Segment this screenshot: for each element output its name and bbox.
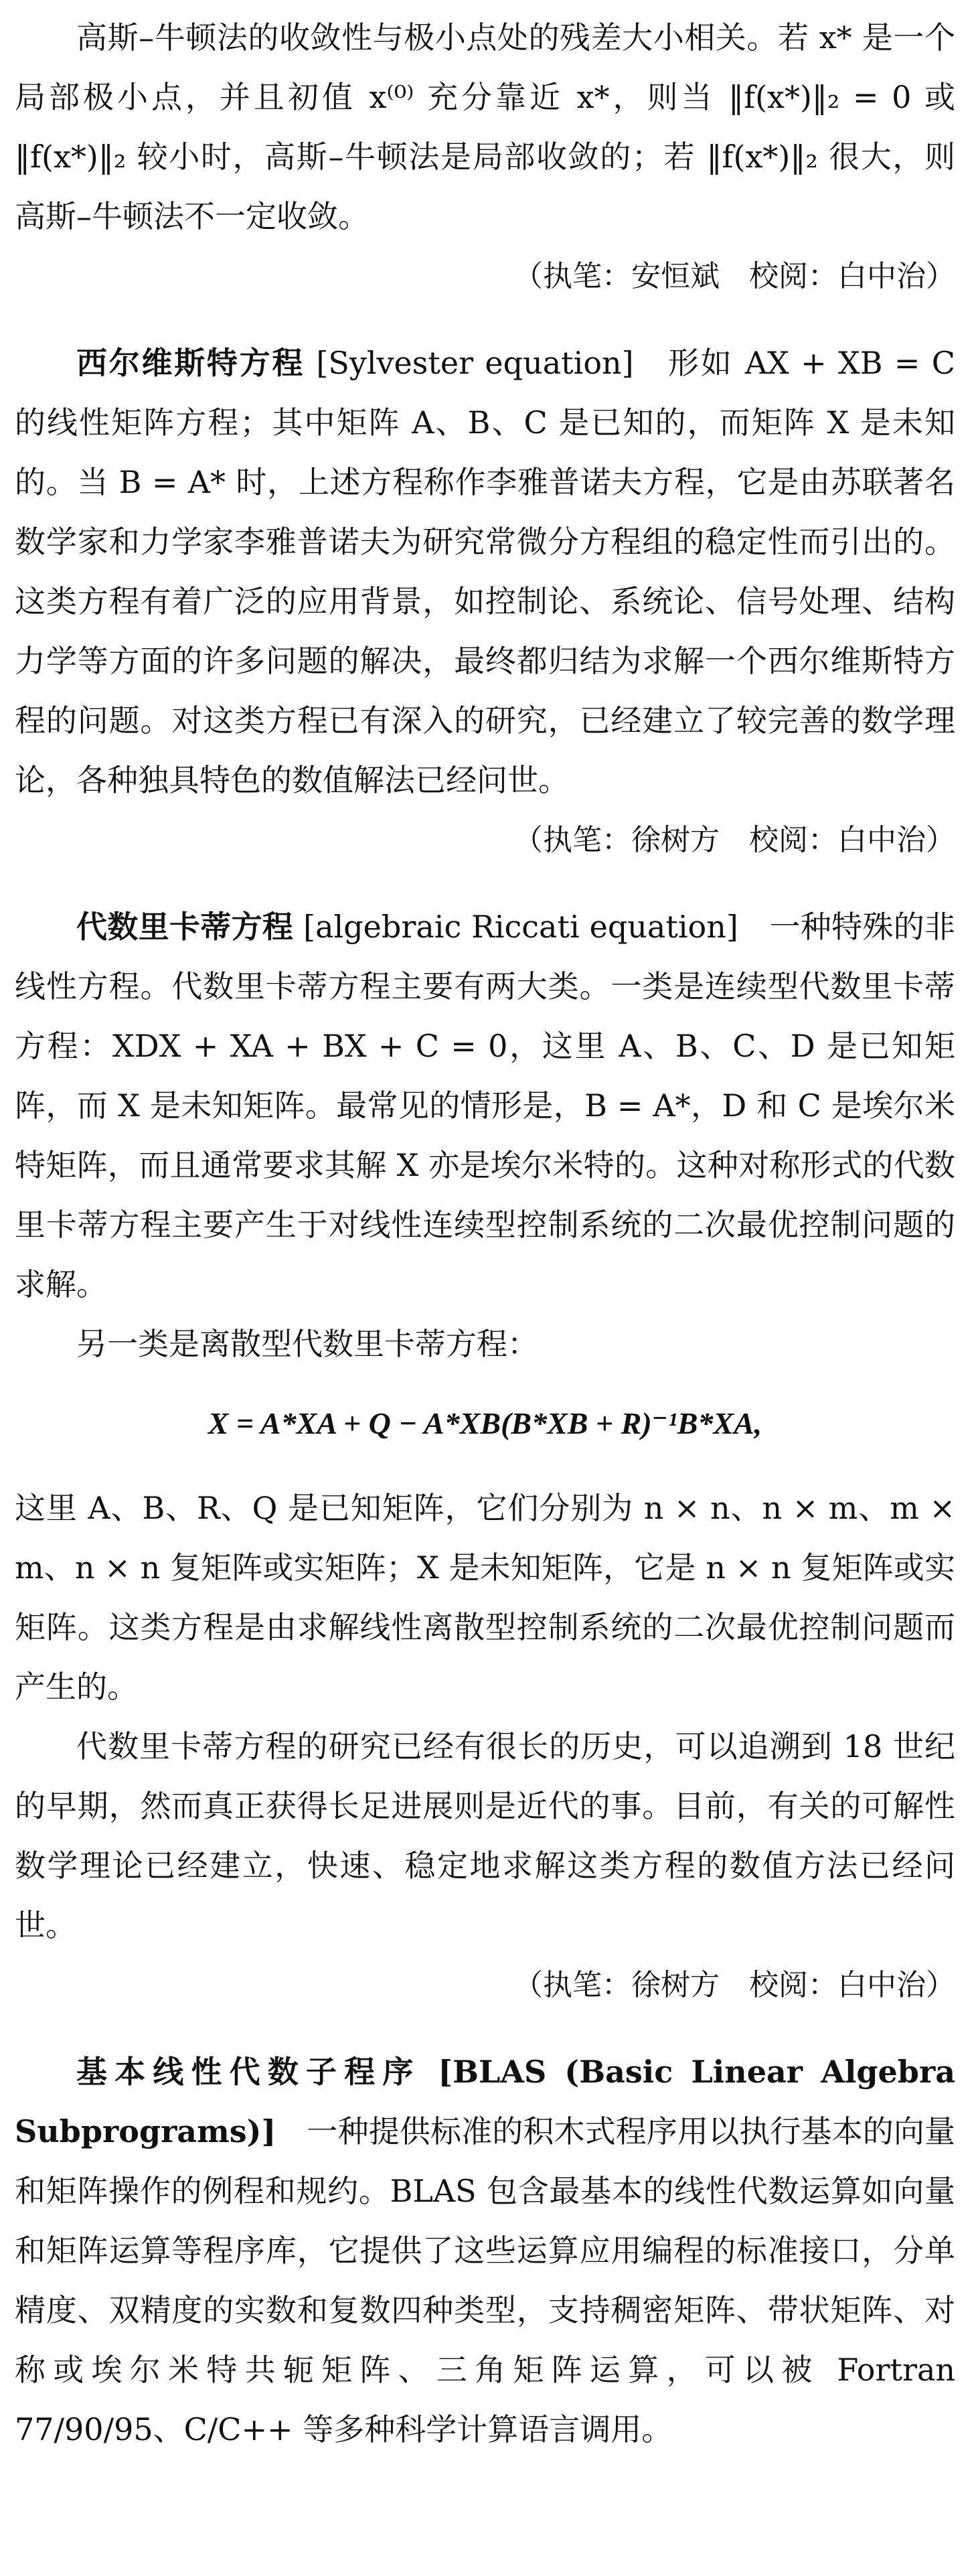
entry-sylvester: [15, 333, 955, 870]
entry-english-term: [BLAS (Basic Linear Algebra Subprograms)]: [15, 2054, 956, 2149]
entry-paragraph-2: 另一类是离散型代数里卡蒂方程：: [76, 1326, 538, 1362]
entry-body: 形如 AX + XB = C 的线性矩阵方程；其中矩阵 A、B、C 是已知的，而矩阵 X 是未知的。当 B = A* 时，上述方程称作李雅普诺夫方程，它是由苏联著名数学家和力学家李雅普诺夫为研究常微分方程组的稳定性而引出的。这类方程有着广泛的应用背景，如控制论、系统论、信号处理、结构力学等方面的许多问题的解决，最终都归结为求解一个西尔维斯特方程的问题。对这类方程已有深入的研究，已经建立了较完善的数学理论，各种独具特色的数值解法已经问世。: [15, 345, 956, 798]
display-formula: X = A*XA + Q − A*XB(B*XB + R)⁻¹B*XA,: [208, 1406, 762, 1440]
entry-paragraph-3: 这里 A、B、R、Q 是已知矩阵，它们分别为 n × n、n × m、m × m、n × n 复矩阵或实矩阵；X 是未知矩阵，它是 n × n 复矩阵或实矩阵。这类方程是由求解线性离散型控制系统的二次最优控制问题而产生的。: [15, 1490, 955, 1705]
entry-paragraph-4: 代数里卡蒂方程的研究已经有很长的历史，可以追溯到 18 世纪的早期，然而真正获得长足进展则是近代的事。目前，有关的可解性数学理论已经建立，快速、稳定地求解这类方程的数值方法已经问世。: [15, 1728, 955, 1943]
entry-paragraph: [15, 2042, 955, 2459]
entry-credit: （执笔：徐树方 校阅：白中治）: [513, 823, 955, 857]
entry-paragraph: [15, 897, 955, 1314]
entry-heading: 基本线性代数子程序: [76, 2054, 421, 2090]
entry-credit: （执笔：徐树方 校阅：白中治）: [513, 1968, 955, 2002]
entry-body: 一种提供标准的积木式程序用以执行基本的向量和矩阵操作的例程和规约。BLAS 包含最基本的线性代数运算如向量和矩阵运算等程序库，它提供了这些运算应用编程的标准接口，分单精度、双精度的实数和复数四种类型，支持稠密矩阵、带状矩阵、对称或埃尔米特共轭矩阵、三角矩阵运算，可以被 Fortran 77/90/95、C/C++ 等多种科学计算语言调用。: [15, 2113, 956, 2447]
entry-heading: 西尔维斯特方程: [76, 345, 305, 381]
entry-heading: 代数里卡蒂方程: [76, 909, 294, 945]
entry-paragraph: [15, 333, 955, 810]
entry-english-term: [Sylvester equation]: [316, 345, 634, 381]
entry-english-term: [algebraic Riccati equation]: [303, 909, 738, 945]
entry-blas: [15, 2042, 955, 2459]
entry-riccati: [15, 897, 955, 2016]
intro-credit: （执笔：安恒斌 校阅：白中治）: [513, 259, 955, 293]
entry-body: 一种特殊的非线性方程。代数里卡蒂方程主要有两大类。一类是连续型代数里卡蒂方程：XDX + XA + BX + C = 0，这里 A、B、C、D 是已知矩阵，而 X 是未知矩阵。最常见的情形是，B = A*，D 和 C 是埃尔米特矩阵，而且通常要求其解 X 亦是埃尔米特的。这种对称形式的代数里卡蒂方程主要产生于对线性连续型控制系统的二次最优控制问题的求解。: [15, 909, 956, 1302]
intro-paragraph: 高斯–牛顿法的收敛性与极小点处的残差大小相关。若 x* 是一个局部极小点，并且初值 x⁽⁰⁾ 充分靠近 x*，则当 ‖f(x*)‖₂ = 0 或 ‖f(x*)‖₂ 较小时，高斯–牛顿法是局部收敛的；若 ‖f(x*)‖₂ 很大，则高斯–牛顿法不一定收敛。: [15, 19, 955, 234]
